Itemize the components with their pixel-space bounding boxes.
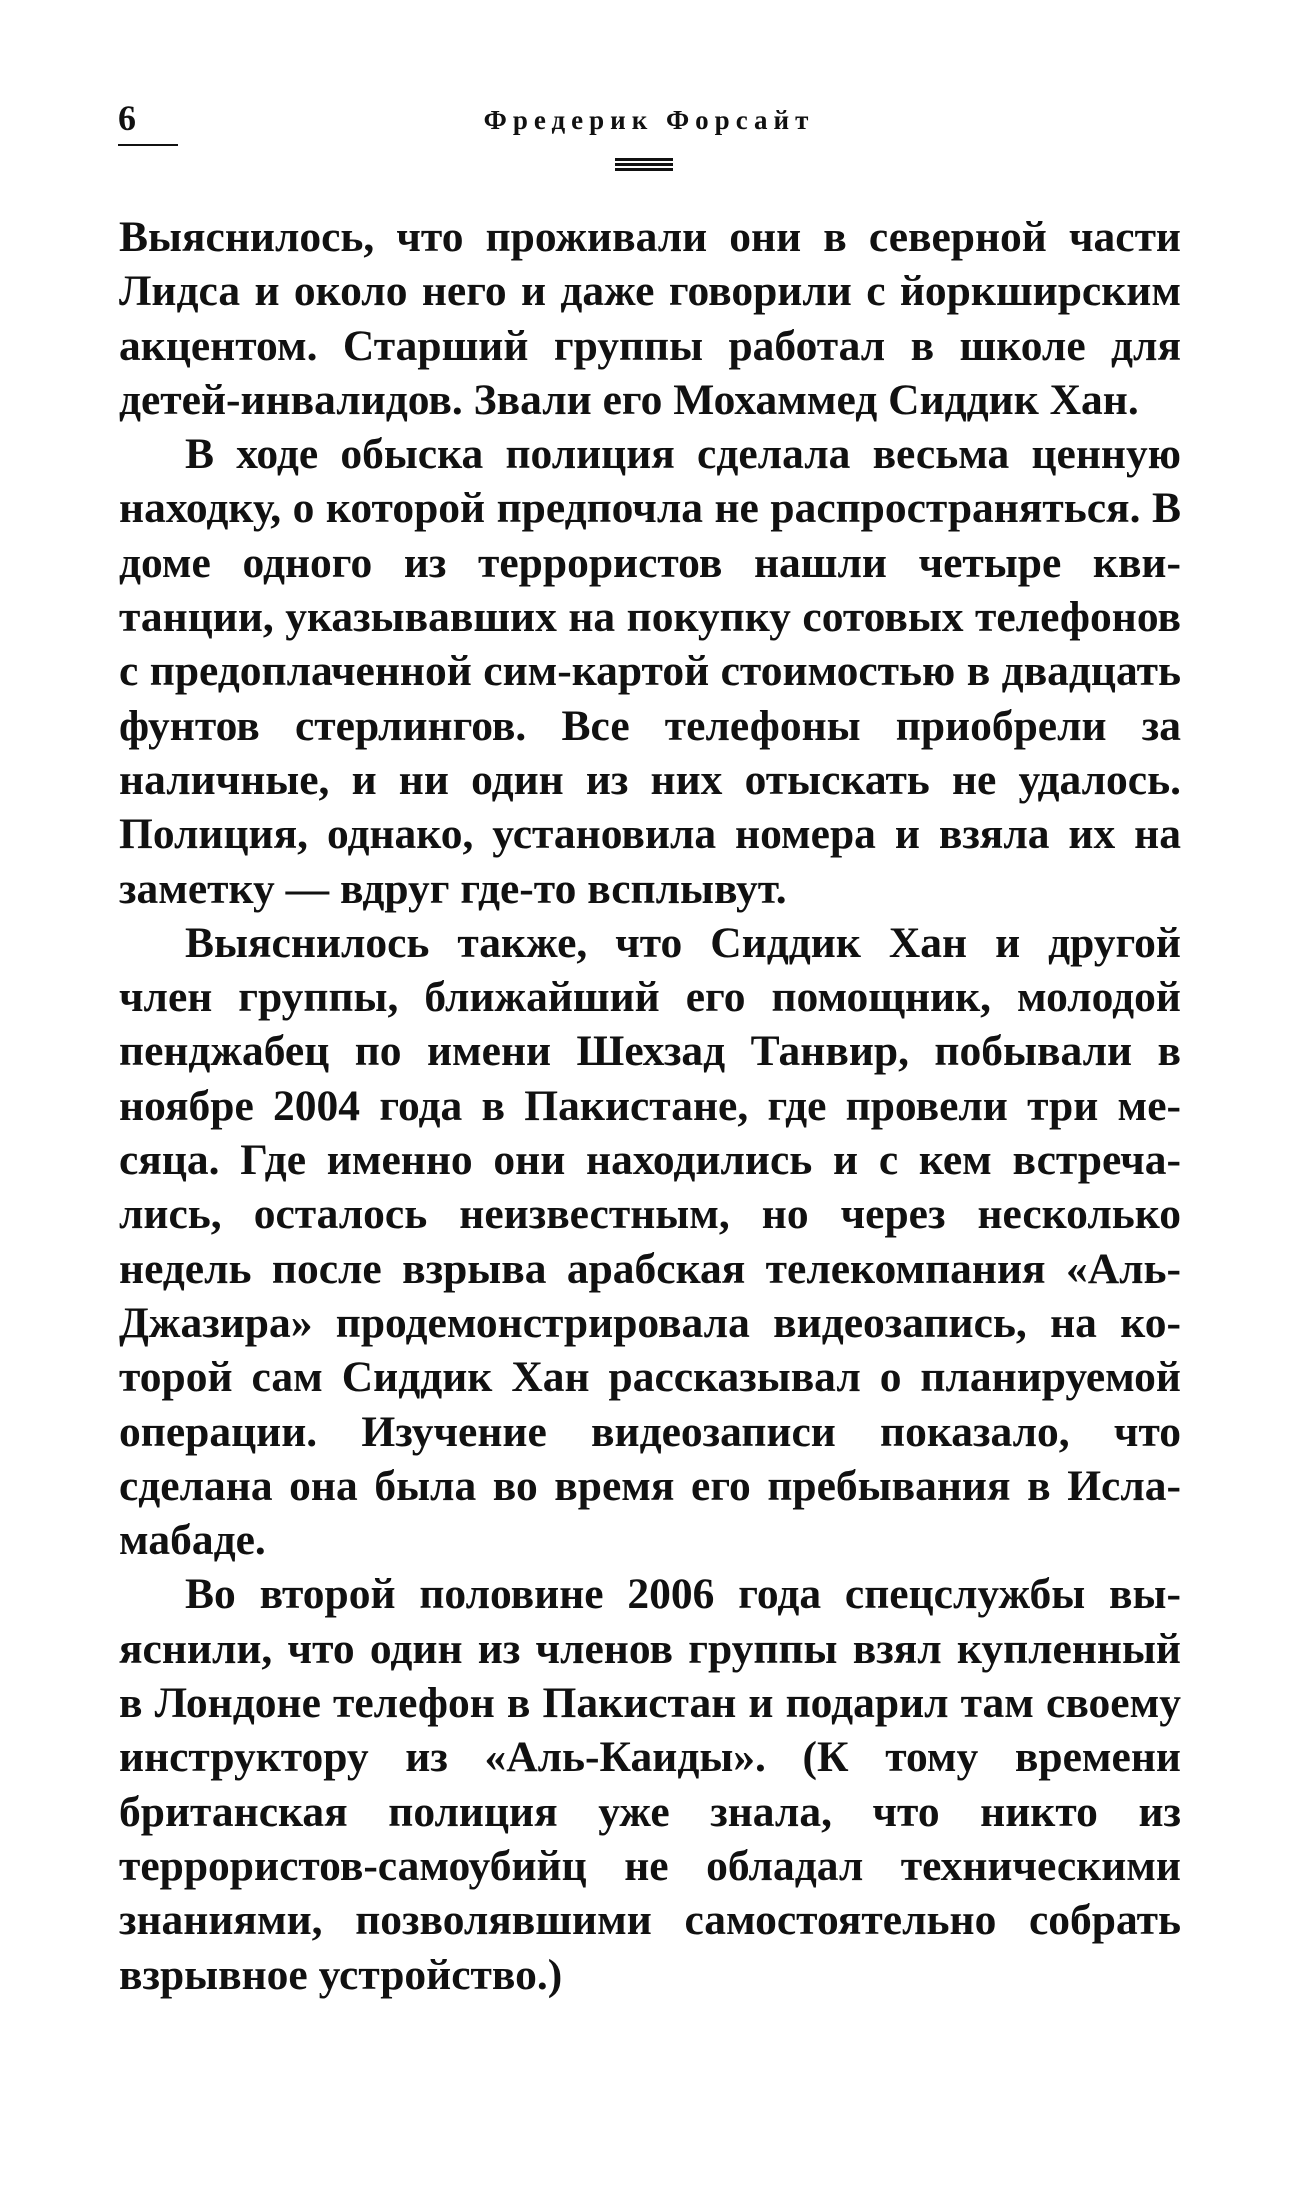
paragraph-2: В ходе обыска полиция сделала весьма ценную находку, о которой предпочла не распространяться. В доме одного из террористов нашли четыре квитанции, указывавших на покупку сотовых телефонов с предоплаченной сим-картой стоимостью в двадцать фунтов стерлингов. Все телефоны приобрели за наличные, и ни один из них отыскать не удалось. Полиция, однако, установила номера и взяла их на заметку — вдруг где-то всплывут. <box>119 430 1181 913</box>
running-title: Фредерик Форсайт <box>483 105 815 135</box>
page-number-rule <box>118 144 178 146</box>
paragraph-1: Выяснилось, что проживали они в северной части Лидса и около него и даже говорили с йоркширским акцентом. Старший группы работал в школе для детей-инвалидов. Звали его Мохаммед Сиддик Хан. <box>119 213 1181 424</box>
body-text <box>119 210 1181 2002</box>
page-number: 6 <box>118 98 136 138</box>
paragraph-4: Во второй половине 2006 года спецслужбы выяснили, что один из членов группы взял купленный в Лондоне телефон в Пакистан и подарил там своему инструктору из «Аль-Каиды». (К тому времени британская полиция уже знала, что никто из террористов-самоубийц не обладал техническими знаниями, позволявшими самостоятельно собрать взрывное устройство.) <box>119 1570 1181 1999</box>
running-head <box>118 98 1180 178</box>
header-ornament <box>615 158 673 171</box>
paragraph-3: Выяснилось также, что Сиддик Хан и другой член группы, ближайший его помощник, молодой пенджабец по имени Шехзад Танвир, побывали в ноябре 2004 года в Пакистане, где провели три месяца. Где именно они находились и с кем встречались, осталось неизвестным, но через несколько недель после взрыва арабская телекомпания «Аль-Джазира» продемонстрировала видеозапись, на которой сам Сиддик Хан рассказывал о планируемой операции. Изучение видеозаписи показало, что сделана она была во время его пребывания в Исламабаде. <box>119 918 1181 1565</box>
